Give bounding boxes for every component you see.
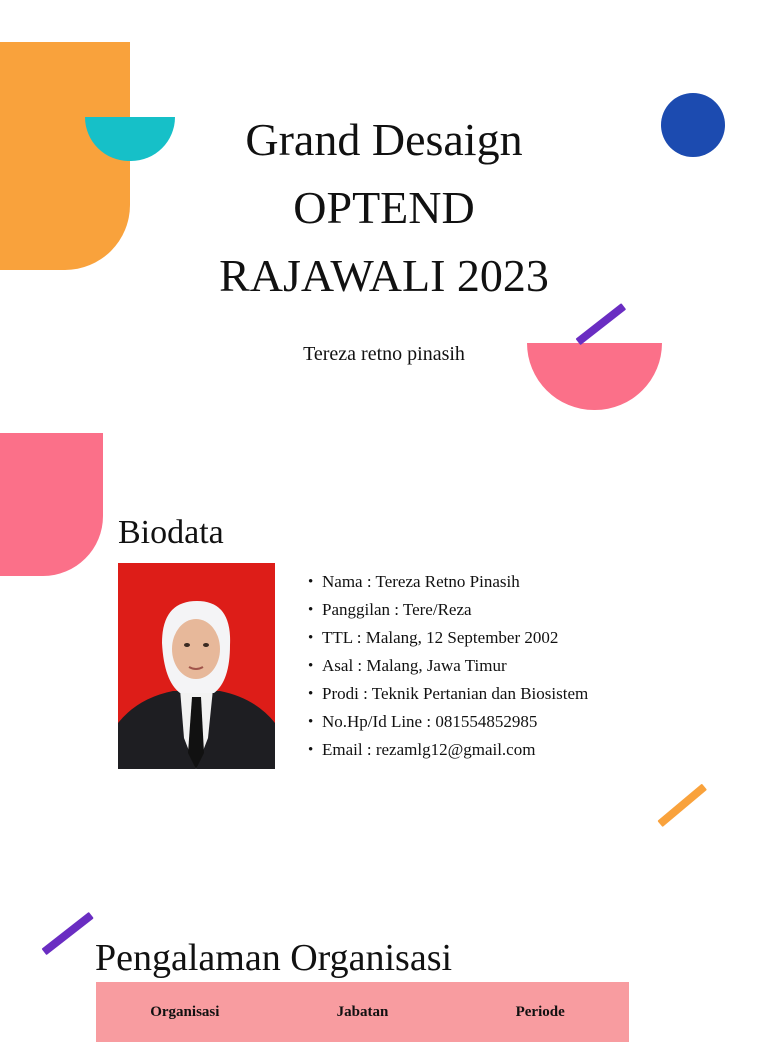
organisasi-heading: Pengalaman Organisasi bbox=[95, 937, 453, 979]
title-line-2: OPTEND bbox=[293, 182, 475, 233]
title-line-3: RAJAWALI 2023 bbox=[219, 250, 549, 301]
column-header-organisasi: Organisasi bbox=[150, 1004, 220, 1020]
biodata-item-nama: • Nama : Tereza Retno Pinasih bbox=[308, 568, 588, 596]
organisasi-table bbox=[96, 982, 629, 1042]
pink-arch-shape bbox=[0, 433, 103, 576]
author-name: Tereza retno pinasih bbox=[303, 343, 465, 365]
orange-stick-shape bbox=[657, 784, 707, 827]
biodata-item-phone: • No.Hp/Id Line : 081554852985 bbox=[308, 708, 588, 736]
purple-stick-shape bbox=[42, 912, 94, 955]
page-title bbox=[0, 106, 768, 310]
column-header-jabatan: Jabatan bbox=[336, 1004, 389, 1020]
biodata-heading: Biodata bbox=[118, 514, 224, 551]
biodata-item-asal: • Asal : Malang, Jawa Timur bbox=[308, 652, 588, 680]
column-header-periode: Periode bbox=[515, 1004, 565, 1020]
biodata-item-prodi: • Prodi : Teknik Pertanian dan Biosistem bbox=[308, 680, 588, 708]
biodata-item-ttl: • TTL : Malang, 12 September 2002 bbox=[308, 624, 588, 652]
biodata-list bbox=[308, 568, 588, 764]
biodata-item-panggilan: • Panggilan : Tere/Reza bbox=[308, 596, 588, 624]
biodata-item-email: • Email : rezamlg12@gmail.com bbox=[308, 736, 588, 764]
person-portrait-icon bbox=[118, 563, 275, 769]
table-header-row bbox=[96, 982, 629, 1021]
profile-photo bbox=[118, 563, 275, 769]
title-line-1: Grand Desaign bbox=[245, 114, 523, 165]
